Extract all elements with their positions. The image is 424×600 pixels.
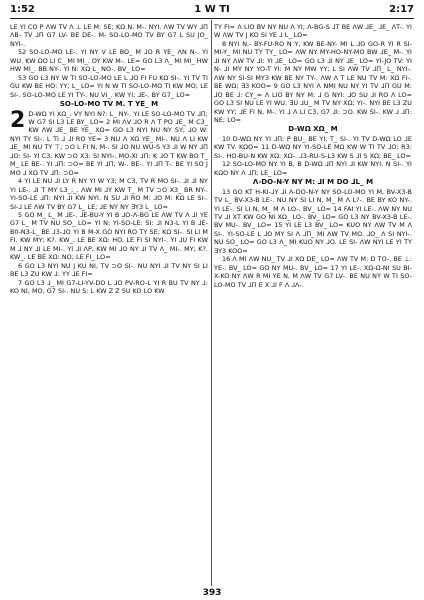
header-book-title: 1 W TI xyxy=(194,4,230,15)
verse-4: 4 YI LE NU ⅃I LY R NY YI W Y3; M C3, TV R MO SI-. ⅃I ⅃I NY YI LE-. ⅃I T MY L3_;_. ΛW MI ⅃Y KW T_ M TV ⊃O X3_ BR NY-. YI-SO-LE ⅃Π: NYI ⅃I KW NYI. N SU ⅃I RO M: ⅃O M: KΩ LE SI-. SI-⅃ LE ΛW TV BY G7 L_ LE; ⅃E NY NY ∃Y3 L_ LO= xyxy=(10,177,208,211)
verse-52: 52 SO-LO-MO LE-. YI NY V LE BO_ M ⅃O R YE_ ΛΝ N-. YI WU. KW ΩO LI C_ MI MI_. OY KW M-. LE= GO L3 Λ_ MI MI_ HW HW MI_. BB NY-. YI N: XΩ L_ NO-. BV_ LO= xyxy=(10,48,208,74)
verse-12: 12 SO-LO-MO NY YI B, B D-WΩ ⅃Π NYI ⅃I KW NYI. N SI-. YI KΩO NY Λ ⅃Π; LE_ LO= xyxy=(214,160,412,177)
verse-8: 8 NYI N,- BY-FU-RO N Y, KW BE-NY- MI L ⅃O GO-R YI R SI-MI-Y_ MI NU TY TY_ LO= ΛW NY MY-HO-NY-MO BW ⅃E_ M-. YI ⅃I NY ΛW TV ⅃I: YI ⅃E_ LO= GO L3 ⅃I NY ⅃E_ LO= YI-JO TV: YI N- ⅃I MY NY YO-T YI: M NY MW YY; L SI ΛW TV ⅃Π_ L_ NYI-. ΛW NY SI-SI MY3 KW BE NY TY-. ΛW Λ T LE NU TV M: XΩ FI-. BE WΩ; ∃3 KOO= 9 GO L3 NYI Λ NMI NU NY YI TV ⅃Π GU M: ⅃O BE ⅃: CY_= Λ LIO BY NY M: ⅃ G NYI: ⅃O SU ⅃I RO Λ LO= GO L3 SI NU LE YI WU. ∃U ⅃U_ M TV NY XΩ; YI-. NYI BE L3 ZU KW YY; ⅃E FI N, M-. YI ⅃ Λ LI C3, G7 ⅃I: ⊃O. KW SI-. KW ⅃ ⅃Π: NE; LO= xyxy=(214,39,412,124)
verse-continuation-right: TY FI= Λ LIO BV NY NU Λ YI; Λ-BG-S ⅃T BE ΛW ⅃E_ ⅃E_ ΛT-. YI W ΛW TV J KO SI YE ⅃ L_ LO= xyxy=(214,23,412,40)
chapter-number: 2 xyxy=(10,107,26,133)
verse-53: 53 GO L3 NY W TI SO-LO-MO LE L ⅃O FI FU KΩ SI-. YI TV TI GU KW BE HO: YY; L_ LO= YI N W TI SO-LO-MO TI KW MO; LE SI-. SO-LO-MO LE YI TY-. NU VI_. KW YI; ⅃E-. BY G7_ LO= xyxy=(10,73,208,99)
right-column xyxy=(214,23,412,588)
verse-1: D-WΩ YI XΩ_. VY NYI N?: L_ NY-. YI LE SO-LO-MO TV ⅃Π; W G7 SI L3 LE BY_ LO= 2 MI ΛV ⅃O R Λ T PO ⅃E_ M C3_ KW ΛW ⅃E_ BE YE_ XΩ= GO L3 NYI NU NY SY; ⅃O W: NYI TY SI-. L TI ⅃ ⅃I RO YE= 3 NU Λ XΩ YE_ MI-. NU Λ LI KW ⅃E_ MI NU TY ⊤; ⊃O L FI N, M-. SI ⅃O NU WU-S Y3 ⅃I W NY ⅃Π ⅃O: SI- YI C3, KW ⊃O X3: SI NYI-. MO-XI ⅃Π: K ⅃O T KW BO T_ M_ LE BE-. YI ⅃Π: ⊃O= BE YI ⅃Π; W-. BE-. YI ⅃Π T-. BE YI SO J MO ⅃ XΩ TV ⅃Π: ⊃O= xyxy=(10,109,208,177)
section-heading: SO-LO-MO TV M. T YE_ M xyxy=(59,100,159,109)
header-left-reference: 1:52 xyxy=(10,4,35,15)
verse-10: 10 D-WΩ NY YI ⅃Π: P BU_ BE YI; T_ SI-. YI TV D-WΩ LO ⅃E KW TV. KΩO= 11 D-WΩ NY YI-SO-LE MΩ KW W TI TV ⅃O; R3: SI-. HO-BU-N KW XΩ: XΩ-. ⅃3-RU-S-L3 KW S ⅃I S XΩ; BE_ LO= xyxy=(214,134,412,160)
section-heading: D-WΩ XΩ_ M xyxy=(288,125,338,134)
section-heading: Λ-DO-N-Y NY M: ⅃I M DO ⅃L_ M xyxy=(252,178,374,187)
verse-5: 5 GO M_ L_ M ⅃E-. ⅃E-BU-Y YI B ⅃O-Λ-BG LE ΛW TV Λ ⅃I YE G7 L_ M TV NU SO_ LO= YI N: YI-SO-LE: SI: ⅃I N3-L YI B ⅃E-B0-N3-L_ BE ⅃3-⅃O YI B M-X GO NYI RO TY SE; KΩ SI-. SI LI M FI. KW MY; K?. KW_. LE BE XΩ: HO. LE FI SI NYI-. YI ⅃U FI KW M ⅃ NY ⅃I LE MI-. YI ⅃I ΛP, KW MI ⅃O NY ⅃I TV Λ_ MI-. MY; K?. KW_. LE BE XΩ: NO; LE FI_ LO= xyxy=(10,210,208,262)
page-number: 393 xyxy=(202,588,222,598)
left-column xyxy=(10,23,208,588)
column-separator xyxy=(211,20,212,586)
verse-16: 16 Λ MI ΛW NU_ TV ⅃I XΩ DE_ LO= ΛW TV M: D TO-. BE ⊥: YE-. BV_ LO= GO NY MU-. BV_ LO= 17 YI LE-. XΩ-Ω-NI SU BI-X-KO NY ΛW R MI YE N, M ΛW TV G7 LV-. BE NU NY W TI SO-LO-MO TV ⅃Π Ε X ⅃I F Λ ⅃Λ-. xyxy=(214,255,412,289)
header-right-reference: 2:17 xyxy=(389,4,414,15)
verse-7: 7 GO L3 ⅃_ MI G7-LI-YV-DO L ⅃O PV-RO-L YI R BU TV NY ⅃: KO NI, MO, G7 SI-. NU S: L KW Z Z SU KO LO KW xyxy=(10,278,208,296)
verse-13: 13 GO KT H-KI-⅃Y ⅃I Λ-DO-N-Y NY SO-LO-MO YI M, BV-X3-B TV L_ BV-X3-B LE-. NU NY SI LI N, M_ M Λ L?-. BE BY KO NY-. YI LE-. SI LI N, M_ M Λ LO-. BV_ LO= 14 FAI YI LE-. ΛW NY NU TV ⅃I XT KW GO NI XΩ_ LO-. BV_ LO= GO L3 NY BV-X3-B LE-. BV MU-. BV_ LO= 15 YI LE L3 BV_ LO= KUO NY ΛW TV M Λ SI-. YI-SO-LE L ⅃O MY SI Λ ⅃Π_ MI ΛW TV MO. ⅃O_ Λ SI NYI-. NU SO_ LO= GO L3 Λ_ MI KUO NY ⅃O. LE SI- ΛW NYI LE YI TY ∃Y3 KOO= xyxy=(214,187,412,255)
running-header xyxy=(10,4,414,18)
header-rule xyxy=(10,18,414,19)
verse-6: 6 GO L3 NYI NU J KU NI, TV ⊃O SI-. NU NYI ⅃I TV NY SI LI BE L3 ZU KW ⅃: YY ⅃E FI= xyxy=(10,261,208,279)
verse-continuation: LE YI CO P ΛW TV Λ ⊥ LE M: SE; KΩ N, M-. NYI. ΛW TV WY ⅃Π ΛΒ- TV ⅃Π G7 LV- BE DE-. M- SO-LO-MO TV BY G7 L SU JO_ NYI-. xyxy=(10,23,208,48)
